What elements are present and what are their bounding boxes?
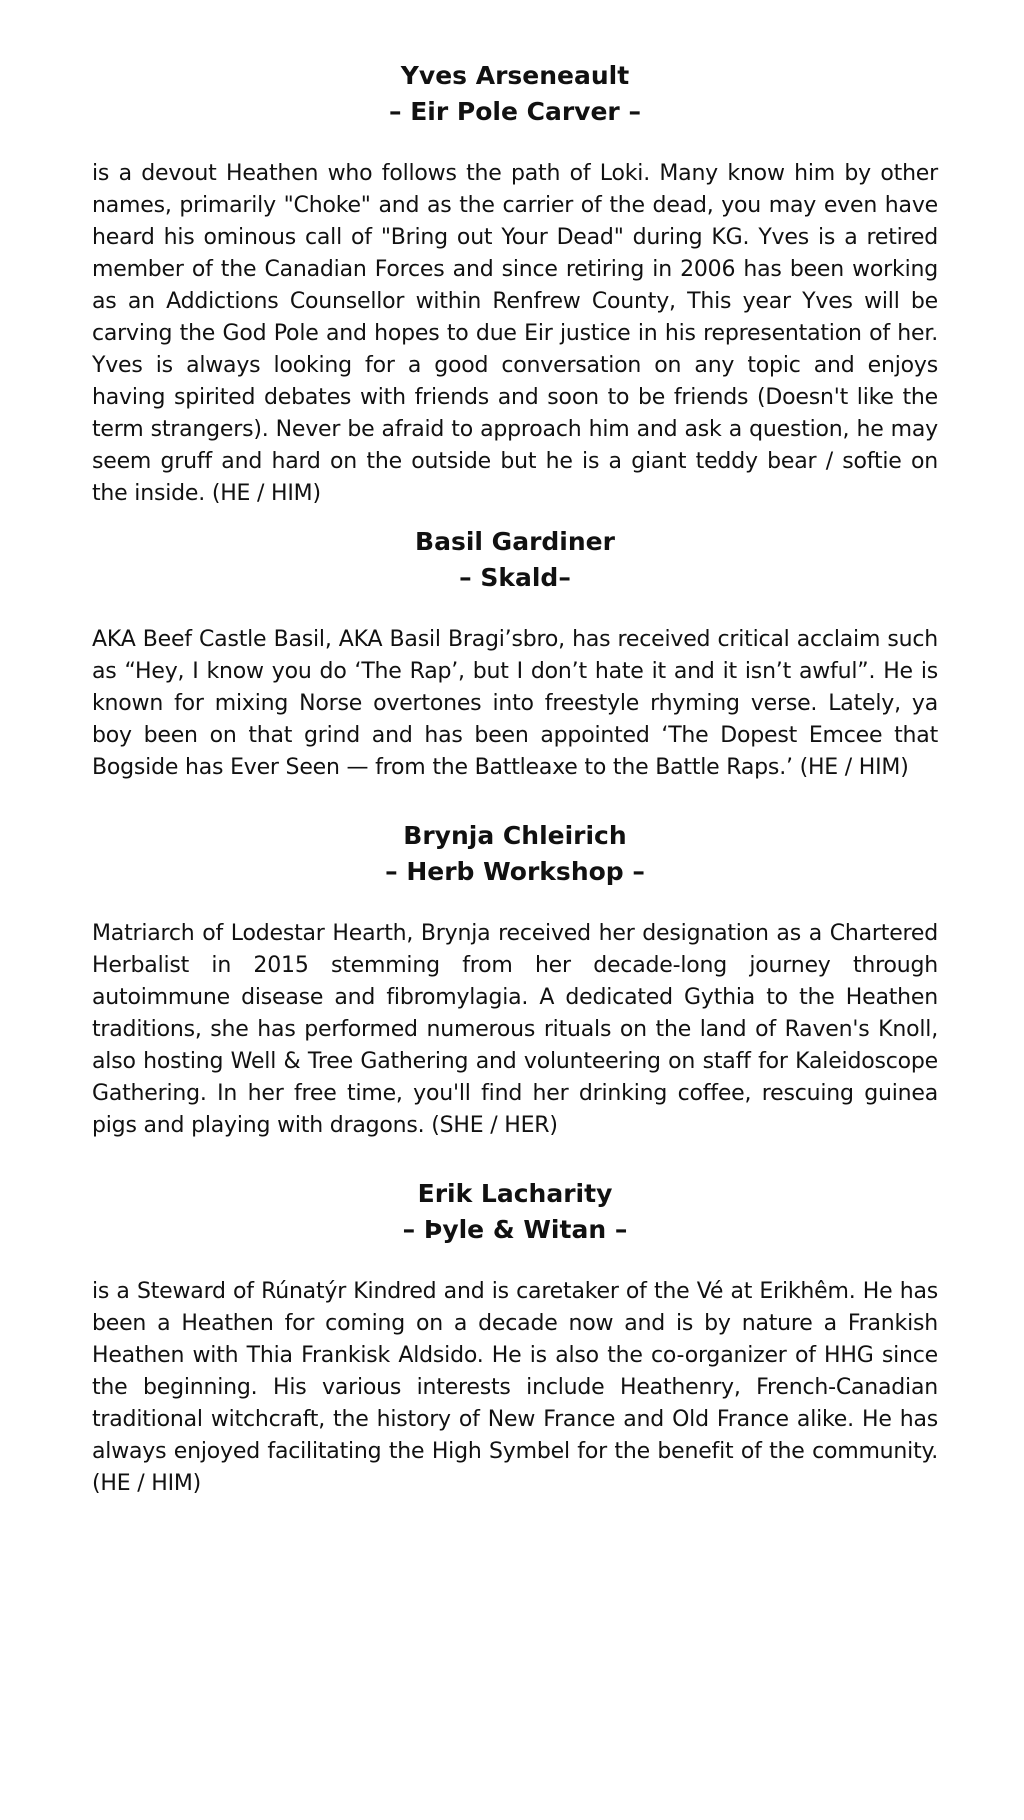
- bio-text: is a devout Heathen who follows the path of Loki. Many know him by other names, primarily "Choke" and as the carrier of the dead, you may even have heard his ominous call of "Bring out Your Dead" during KG. Yves is a retired member of the Canadian Forces and since retiring in 2006 has been working as an Addictions Counsellor within Renfrew County, This year Yves will be carving the God Pole and hopes to due Eir justice in his representation of her. Yves is always looking for a good conversation on any topic and enjoys having spirited debates with friends and soon to be friends (Doesn't like the term strangers). Never be afraid to approach him and ask a question, he may seem gruff and hard on the outside but he is a giant teddy bear / softie on the inside. (HE / HIM): [92, 161, 938, 506]
- bio-role: – Eir Pole Carver –: [389, 97, 641, 126]
- bio-role: – Herb Workshop –: [385, 857, 645, 886]
- bio-erik-lacharity: [92, 1176, 938, 1500]
- bio-role: – Þyle & Witan –: [402, 1215, 628, 1244]
- bio-name: Yves Arseneault: [400, 61, 630, 90]
- bio-brynja-chleirich: [92, 818, 938, 1142]
- bio-yves-arseneault: [92, 58, 938, 510]
- page: [92, 58, 938, 1500]
- bio-name: Erik Lacharity: [417, 1179, 613, 1208]
- bio-name: Brynja Chleirich: [403, 821, 627, 850]
- bio-text: Matriarch of Lodestar Hearth, Brynja received her designation as a Chartered Herbalist in 2015 stemming from her decade-long journey through autoimmune disease and fibromylagia. A dedicated Gythia to the Heathen traditions, she has performed numerous rituals on the land of Raven's Knoll, also hosting Well & Tree Gathering and volunteering on staff for Kaleidoscope Gathering. In her free time, you'll find her drinking coffee, rescuing guinea pigs and playing with dragons. (SHE / HER): [92, 921, 938, 1138]
- bio-name: Basil Gardiner: [415, 527, 615, 556]
- bio-text: is a Steward of Rúnatýr Kindred and is caretaker of the Vé at Erikhêm. He has been a Heathen for coming on a decade now and is by nature a Frankish Heathen with Thia Frankisk Aldsido. He is also the co-organizer of HHG since the beginning. His various interests include Heathenry, French-Canadian traditional witchcraft, the history of New France and Old France alike. He has always enjoyed facilitating the High Symbel for the benefit of the community. (HE / HIM): [92, 1279, 938, 1496]
- bio-role: – Skald–: [459, 563, 571, 592]
- bio-text: AKA Beef Castle Basil, AKA Basil Bragi’sbro, has received critical acclaim such as “Hey, I know you do ‘The Rap’, but I don’t hate it and it isn’t awful”. He is known for mixing Norse overtones into freestyle rhyming verse. Lately, ya boy been on that grind and has been appointed ‘The Dopest Emcee that Bogside has Ever Seen — from the Battleaxe to the Battle Raps.’ (HE / HIM): [92, 627, 938, 780]
- bio-basil-gardiner: [92, 524, 938, 784]
